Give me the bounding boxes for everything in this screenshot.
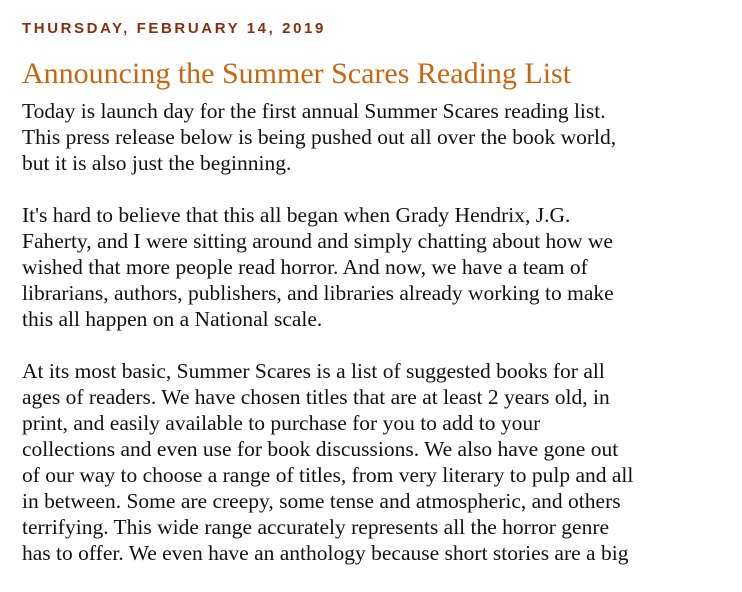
blog-post	[22, 0, 738, 592]
text-line: but it is also just the beginning.	[22, 151, 292, 175]
text-line: wished that more people read horror. And now, we have a team of	[22, 255, 588, 279]
text-line: this all happen on a National scale.	[22, 307, 323, 331]
text-line: has to offer. We even have an anthology because short stories are a big	[22, 541, 629, 565]
text-line: ages of readers. We have chosen titles that are at least 2 years old, in	[22, 385, 610, 409]
text-line: terrifying. This wide range accurately represents all the horror genre	[22, 515, 610, 539]
text-line: in between. Some are creepy, some tense and atmospheric, and others	[22, 489, 621, 513]
post-date-header: THURSDAY, FEBRUARY 14, 2019	[22, 20, 326, 37]
post-body	[22, 98, 738, 566]
text-line: Faherty, and I were sitting around and simply chatting about how we	[22, 229, 613, 253]
text-line: Today is launch day for the first annual Summer Scares reading list.	[22, 99, 606, 123]
text-line: of our way to choose a range of titles, from very literary to pulp and all	[22, 463, 634, 487]
text-line: At its most basic, Summer Scares is a list of suggested books for all	[22, 359, 605, 383]
post-title[interactable]: Announcing the Summer Scares Reading List	[22, 57, 572, 90]
text-line: This press release below is being pushed out all over the book world,	[22, 125, 617, 149]
post-paragraph-1	[22, 98, 738, 176]
text-line: librarians, authors, publishers, and libraries already working to make	[22, 281, 614, 305]
post-paragraph-2	[22, 202, 738, 332]
text-line: print, and easily available to purchase for you to add to your	[22, 411, 541, 435]
text-line: It's hard to believe that this all began when Grady Hendrix, J.G.	[22, 203, 571, 227]
text-line: collections and even use for book discussions. We also have gone out	[22, 437, 619, 461]
post-paragraph-3	[22, 358, 738, 566]
